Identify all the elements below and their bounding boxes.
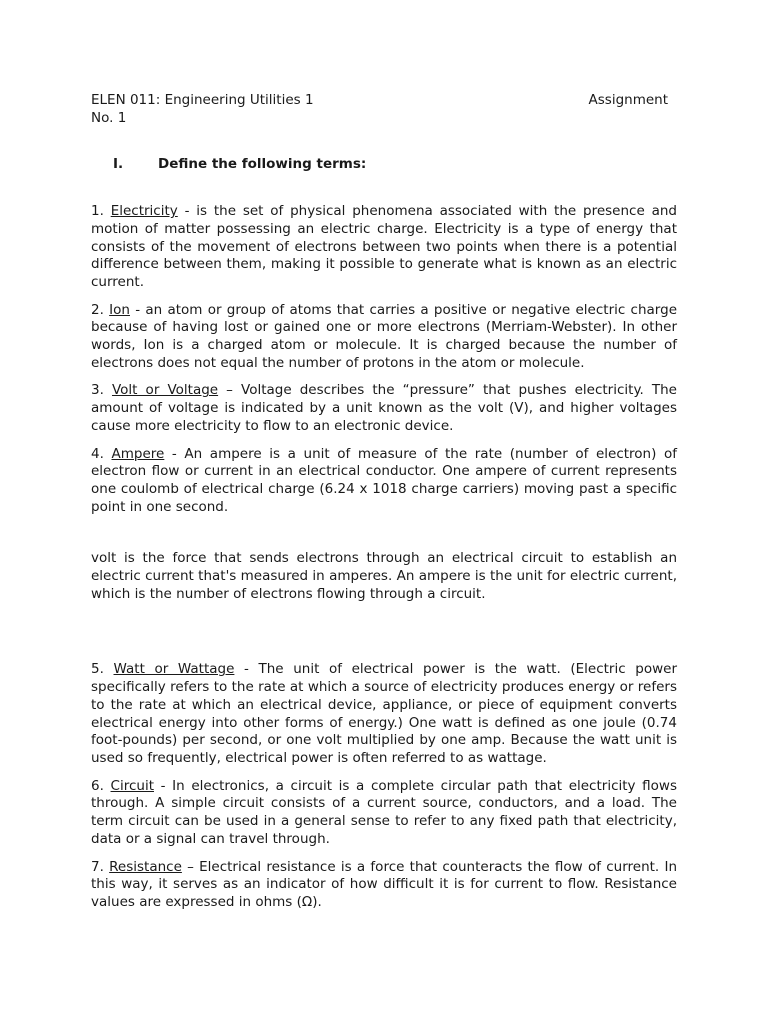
term-ion — [91, 302, 677, 373]
term-definition: – Electrical resistance is a force that counteracts the flow of current. In this way, it serves as an indicator of how difficult it is for current to flow. Resistance values are expressed in ohms (Ω). — [91, 858, 677, 910]
volt-note: volt is the force that sends electrons through an electrical circuit to establish an electric current that's measured in amperes. An ampere is the unit for electric current, which is the number of electrons flowing through a circuit. — [91, 550, 677, 602]
term-definition: - The unit of electrical power is the watt. (Electric power specifically refers to the rate at which a source of electricity produces energy or refers to the rate at which an electrical device, appliance, or piece of equipment converts electrical energy into other forms of energy.) One watt is defined as one joule (0.74 foot-pounds) per second, or one volt multiplied by one amp. Because the watt unit is used so frequently, electrical power is often referred to as wattage. — [91, 661, 677, 766]
term-electricity — [91, 203, 677, 292]
term-definition: - An ampere is a unit of measure of the rate (number of electron) of electron flow or current in an electrical conductor. One ampere of current represents one coulomb of electrical charge (6.24 x 1018 charge carriers) moving past a specific point in one second. — [91, 445, 677, 515]
term-name: Ampere — [111, 445, 165, 462]
term-definition: - an atom or group of atoms that carries a positive or negative electric charge because of having lost or gained one or more electrons (Merriam-Webster). In other words, Ion is a charged atom or molecule. It is charged because the number of electrons does not equal the number of protons in the atom or molecule. — [91, 301, 677, 371]
term-name: Electricity — [110, 203, 178, 220]
term-number: 2. — [91, 301, 104, 318]
term-voltage — [91, 382, 677, 435]
term-name: Circuit — [110, 777, 154, 794]
document-page — [91, 92, 677, 912]
term-number: 1. — [91, 203, 104, 220]
document-header — [91, 92, 677, 110]
term-definition: - is the set of physical phenomena associated with the presence and motion of matter possessing an electric charge. Electricity is a type of energy that consists of the movement of electrons between two points when there is a potential difference between them, making it possible to generate what is known as an electric current. — [91, 203, 677, 290]
section-numeral: I. — [113, 156, 124, 173]
term-definition: - In electronics, a circuit is a complete circular path that electricity flows through. A simple circuit consists of a current source, conductors, and a load. The term circuit can be used in a general sense to refer to any fixed path that electricity, data or a signal can travel through. — [91, 777, 678, 847]
term-number: 3. — [91, 382, 104, 399]
section-title: Define the following terms: — [158, 156, 367, 173]
term-definition: – Voltage describes the “pressure” that pushes electricity. The amount of voltage is indicated by a unit known as the volt (V), and higher voltages cause more electricity to flow to an electronic device. — [91, 382, 677, 434]
term-number: 6. — [91, 777, 104, 794]
term-number: 4. — [91, 445, 104, 462]
term-ampere — [91, 446, 677, 517]
term-name: Ion — [109, 301, 130, 318]
term-name: Volt or Voltage — [111, 382, 219, 399]
term-number: 5. — [91, 661, 104, 678]
assignment-label: Assignment — [588, 92, 668, 108]
section-heading — [91, 156, 677, 174]
term-wattage — [91, 661, 677, 767]
term-circuit — [91, 778, 677, 849]
term-resistance — [91, 859, 677, 912]
assignment-number: No. 1 — [91, 109, 127, 126]
term-name: Resistance — [109, 858, 182, 875]
term-name: Watt or Wattage — [113, 661, 235, 678]
term-number: 7. — [91, 858, 104, 875]
course-title: ELEN 011: Engineering Utilities 1 — [91, 92, 314, 108]
